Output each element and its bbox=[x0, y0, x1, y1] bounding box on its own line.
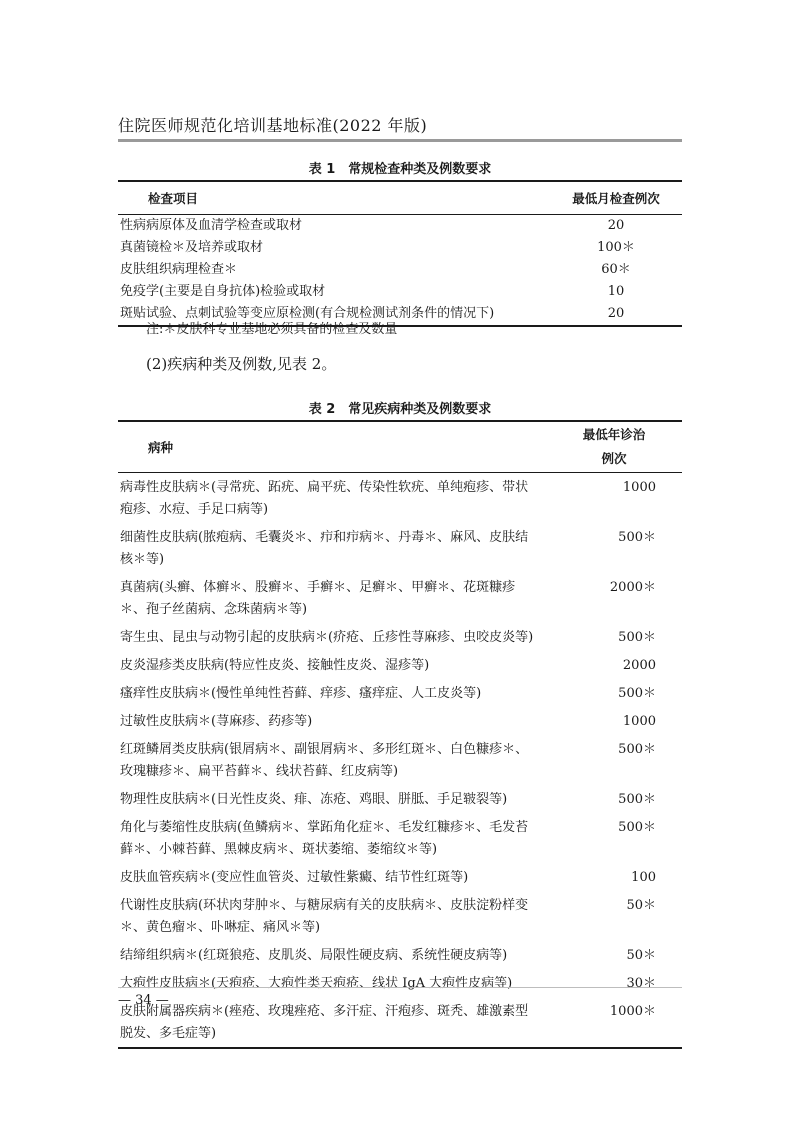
table1-cell-name: 斑贴试验、点刺试验等变应原检测(有合规检测试剂条件的情况下) bbox=[120, 306, 495, 321]
table2-cell-name: 结缔组织病＊(红斑狼疮、皮肌炎、局限性硬皮病、系统性硬皮病等) bbox=[120, 948, 508, 963]
table1-cell-value: 100＊ bbox=[597, 240, 635, 255]
table-row bbox=[118, 651, 682, 679]
table-row bbox=[118, 281, 682, 303]
table2-cell-name: 皮肤附属器疾病＊(痤疮、玫瑰痤疮、多汗症、汗疱疹、斑秃、雄激素型脱发、多毛症等) bbox=[120, 1004, 529, 1041]
table2-cell-value: 30＊ bbox=[626, 976, 656, 991]
table2-header-count-line1: 最低年诊治 bbox=[582, 427, 646, 442]
table2-header-count-line2: 例次 bbox=[601, 451, 627, 466]
table2-cell-name: 过敏性皮肤病＊(荨麻疹、药疹等) bbox=[120, 714, 313, 729]
table1-header-item: 检查项目 bbox=[118, 181, 550, 215]
table-row bbox=[118, 573, 682, 623]
table-row bbox=[118, 969, 682, 997]
table2-cell-name: 寄生虫、昆虫与动物引起的皮肤病＊(疥疮、丘疹性荨麻疹、虫咬皮炎等) bbox=[120, 630, 534, 645]
page-header-title: 住院医师规范化培训基地标准(2022 年版) bbox=[118, 116, 428, 135]
table2-cell-name: 大疱性皮肤病＊(天疱疮、大疱性类天疱疮、线状 IgA 大疱性皮病等) bbox=[120, 976, 513, 991]
table1-header-row bbox=[118, 181, 682, 215]
table-row bbox=[118, 623, 682, 651]
table-row bbox=[118, 707, 682, 735]
table2-cell-name: 皮肤血管疾病＊(变应性血管炎、过敏性紫癜、结节性红斑等) bbox=[120, 870, 469, 885]
table-row bbox=[118, 997, 682, 1048]
table1-caption: 表 1 常规检查种类及例数要求 bbox=[308, 162, 492, 177]
table-row bbox=[118, 523, 682, 573]
table2-cell-value: 1000 bbox=[622, 714, 656, 729]
body-paragraph: (2)疾病种类及例数,见表 2。 bbox=[146, 355, 337, 373]
table2-cell-value: 1000 bbox=[622, 480, 656, 495]
table1-cell-value: 60＊ bbox=[601, 262, 631, 277]
table-row bbox=[118, 891, 682, 941]
table2-cell-value: 500＊ bbox=[618, 686, 656, 701]
table1-cell-name: 真菌镜检＊及培养或取材 bbox=[120, 240, 264, 255]
table-row bbox=[118, 785, 682, 813]
table2-cell-value: 500＊ bbox=[618, 530, 656, 545]
footer-rule bbox=[118, 987, 682, 988]
table1-footnote: 注:＊皮肤科专业基地必须具备的检查及数量 bbox=[146, 322, 398, 337]
table2-common-diseases bbox=[118, 420, 682, 1049]
table-row bbox=[118, 237, 682, 259]
table2-header-disease: 病种 bbox=[118, 421, 546, 473]
table1-cell-name: 性病病原体及血清学检查或取材 bbox=[120, 218, 303, 233]
table2-cell-value: 500＊ bbox=[618, 742, 656, 757]
table-row bbox=[118, 679, 682, 707]
table2-cell-name: 真菌病(头癣、体癣＊、股癣＊、手癣＊、足癣＊、甲癣＊、花斑糠疹＊、孢子丝菌病、念珠菌病＊等) bbox=[120, 580, 516, 617]
table2-cell-name: 细菌性皮肤病(脓疱病、毛囊炎＊、疖和疖病＊、丹毒＊、麻风、皮肤结核＊等) bbox=[120, 530, 529, 567]
table2-caption: 表 2 常见疾病种类及例数要求 bbox=[308, 402, 492, 417]
page-number: — 34 — bbox=[118, 993, 169, 1008]
table1-header-count: 最低月检查例次 bbox=[550, 181, 682, 215]
table2-cell-value: 2000 bbox=[622, 658, 656, 673]
table1-cell-value: 20 bbox=[607, 306, 625, 321]
table-row bbox=[118, 941, 682, 969]
table2-cell-value: 50＊ bbox=[626, 898, 656, 913]
table2-cell-value: 1000＊ bbox=[609, 1004, 656, 1019]
table-row bbox=[118, 259, 682, 281]
table2-cell-name: 代谢性皮肤病(环状肉芽肿＊、与糖尿病有关的皮肤病＊、皮肤淀粉样变＊、黄色瘤＊、卟啉症、痛风＊等) bbox=[120, 898, 529, 935]
table2-cell-name: 病毒性皮肤病＊(寻常疣、跖疣、扁平疣、传染性软疣、单纯疱疹、带状疱疹、水痘、手足口病等) bbox=[120, 480, 529, 517]
table2-cell-value: 500＊ bbox=[618, 630, 656, 645]
table-row bbox=[118, 215, 682, 238]
table2-cell-value: 2000＊ bbox=[609, 580, 656, 595]
table1-routine-exams bbox=[118, 180, 682, 327]
table1-cell-value: 10 bbox=[607, 284, 625, 299]
header-rule bbox=[118, 139, 682, 142]
table2-cell-value: 500＊ bbox=[618, 792, 656, 807]
table2-cell-name: 角化与萎缩性皮肤病(鱼鳞病＊、掌跖角化症＊、毛发红糠疹＊、毛发苔藓＊、小棘苔藓、黑棘皮病＊、斑状萎缩、萎缩纹＊等) bbox=[120, 820, 529, 857]
table2-cell-value: 50＊ bbox=[626, 948, 656, 963]
table1-cell-name: 免疫学(主要是自身抗体)检验或取材 bbox=[120, 284, 326, 299]
table-row bbox=[118, 863, 682, 891]
table-row bbox=[118, 473, 682, 524]
table2-cell-name: 皮炎湿疹类皮肤病(特应性皮炎、接触性皮炎、湿疹等) bbox=[120, 658, 430, 673]
table1-cell-value: 20 bbox=[607, 218, 625, 233]
table-row bbox=[118, 735, 682, 785]
table-row bbox=[118, 813, 682, 863]
table2-cell-name: 物理性皮肤病＊(日光性皮炎、痱、冻疮、鸡眼、胼胝、手足皲裂等) bbox=[120, 792, 508, 807]
table2-header-count bbox=[546, 421, 682, 473]
table2-cell-value: 500＊ bbox=[618, 820, 656, 835]
table2-cell-name: 瘙痒性皮肤病＊(慢性单纯性苔藓、痒疹、瘙痒症、人工皮炎等) bbox=[120, 686, 482, 701]
table2-cell-name: 红斑鳞屑类皮肤病(银屑病＊、副银屑病＊、多形红斑＊、白色糠疹＊、玫瑰糠疹＊、扁平苔藓＊、线状苔藓、红皮病等) bbox=[120, 742, 529, 779]
table1-cell-name: 皮肤组织病理检查＊ bbox=[120, 262, 238, 277]
table2-header-row bbox=[118, 421, 682, 473]
table2-cell-value: 100 bbox=[631, 870, 656, 885]
